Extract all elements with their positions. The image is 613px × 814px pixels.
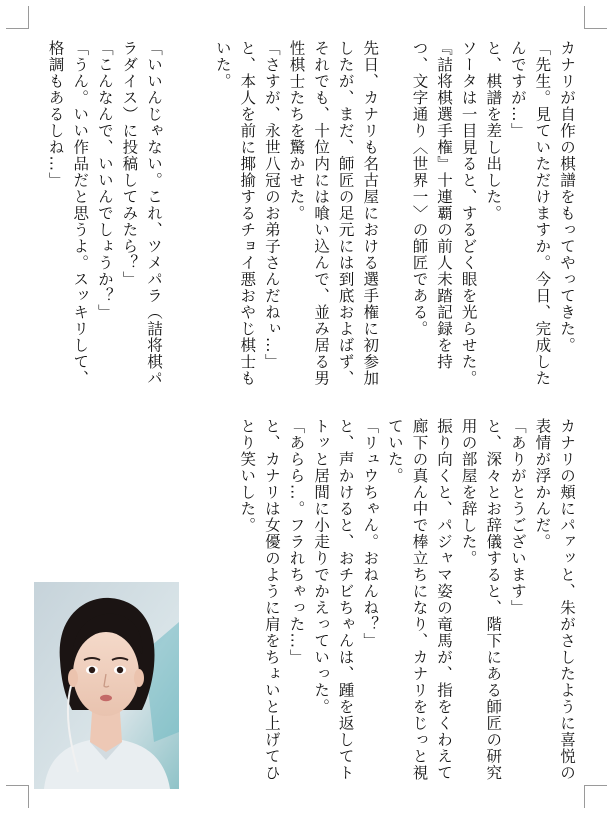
portrait-photo — [34, 582, 179, 789]
paragraph: 「あらら…。フラれちゃった…」 — [287, 418, 306, 666]
paragraph-spacer — [382, 40, 407, 392]
text-block-upper-left — [34, 40, 166, 400]
paragraph: と、声かけると、おチビちゃんは、踵を返してトトッと居間に小走りでかえっていった。 — [312, 418, 355, 781]
crop-mark-bottom-right — [584, 785, 607, 808]
paragraph: 先日、カナリも名古屋における選手権に初参加したが、まだ、師匠の足元には到底およばず、それでも、十位内には喰い込んで、並み居る男性棋士たちを驚かせた。 — [287, 40, 380, 387]
paragraph: と、棋譜を差し出した。 — [484, 40, 503, 222]
text-block-lower-right — [190, 418, 579, 788]
paragraph: 「ありがとうございます」 — [508, 418, 527, 616]
paragraph: 「リュウちゃん。おねんね？」 — [361, 418, 380, 649]
paragraph: 「先生。見ていただけますか。今日、完成したんですが…」 — [508, 40, 552, 387]
paragraph: ソータは一目見ると、するどく眼を光らせた。 — [459, 40, 478, 387]
paragraph: 振り向くと、パジャマ姿の竜馬が、指をくわえて廊下の真ん中で棒立ちになり、カナリをじっと視ていた。 — [385, 418, 454, 781]
crop-mark-top-left — [6, 6, 29, 29]
paragraph: カナリが自作の棋譜をもってやってきた。 — [558, 40, 576, 354]
paragraph: 『詰将棋選手権』十連覇の前人未踏記録を持つ、文字通り〈世界一〉の師匠である。 — [410, 40, 454, 370]
paragraph: カナリの頬にパァッと、朱がさしたように喜悦の表情が浮かんだ。 — [533, 418, 576, 781]
paragraph: 「いいんじゃない。これ、ツメパラ（詰将棋パラダイス）に投稿してみたら？」 — [120, 40, 163, 387]
crop-mark-top-right — [584, 6, 607, 29]
paragraph: と、カナリは女優のように肩をちょいと上げてひとり笑いした。 — [238, 418, 281, 781]
crop-mark-bottom-left — [6, 785, 29, 808]
paragraph: 「こんなんで、いいんでしょうか？」 — [95, 40, 114, 321]
portrait-illustration — [34, 582, 179, 789]
paragraph: と、本人を前に揶揄するチョイ悪おやじ棋士もいた。 — [213, 40, 257, 387]
paragraph: 「さすが、永世八冠のお弟子さんだねぃ…」 — [262, 40, 281, 370]
paragraph: と、深々とお辞儀すると、階下にある師匠の研究用の部屋を辞した。 — [459, 418, 503, 781]
paragraph: 「うん。いい作品だと思うよ。スッキリして、格調もあるしね…」 — [46, 40, 90, 387]
text-block-upper-right — [181, 40, 579, 392]
